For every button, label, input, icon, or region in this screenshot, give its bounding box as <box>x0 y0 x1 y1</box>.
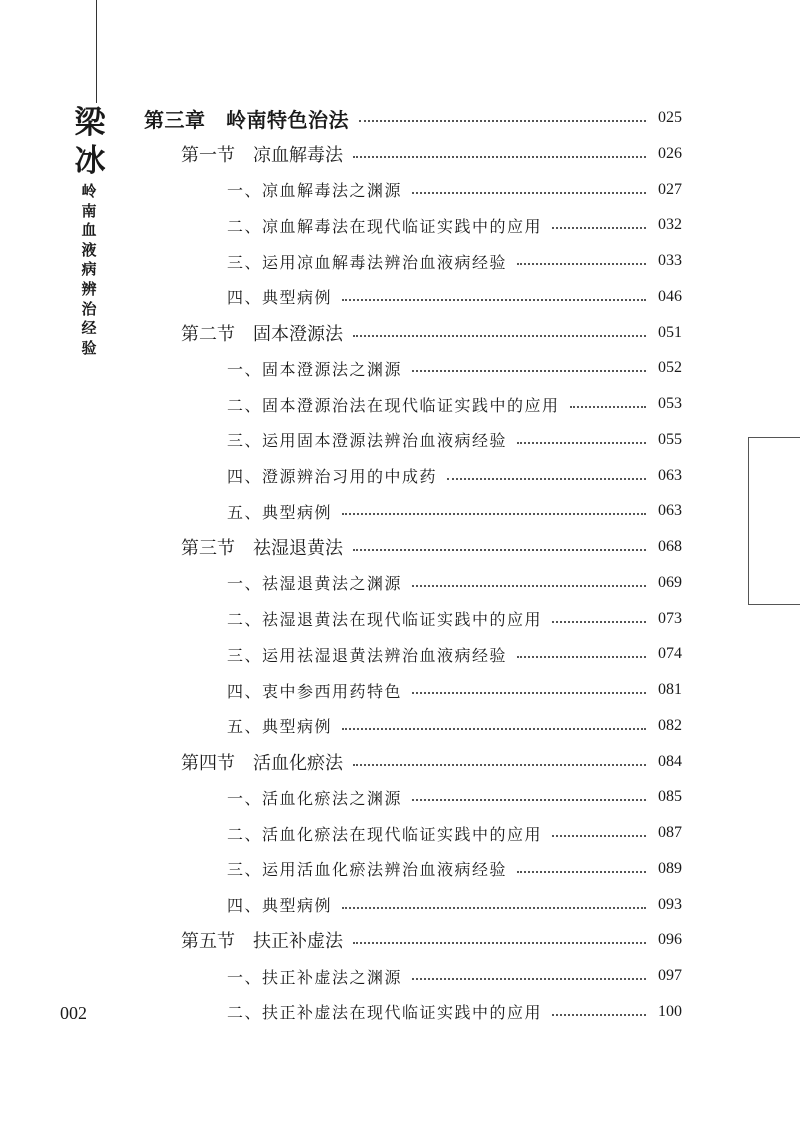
toc-entry-title: 第五节 扶正补虚法 <box>181 931 343 953</box>
toc-entry-page: 032 <box>658 216 682 234</box>
toc-item-row[interactable] <box>227 281 682 313</box>
dot-leader <box>353 764 646 766</box>
toc-item-row[interactable] <box>227 495 682 527</box>
toc-item-row[interactable] <box>227 603 682 635</box>
toc-entry-page: 085 <box>658 788 682 806</box>
toc-entry-title: 四、澄源辨治习用的中成药 <box>227 467 438 486</box>
dot-leader <box>517 656 646 658</box>
dot-leader <box>342 513 646 515</box>
toc-item-row[interactable] <box>227 781 682 813</box>
toc-entry-title: 三、运用凉血解毒法辨治血液病经验 <box>227 252 508 272</box>
toc-entry-page: 074 <box>658 645 682 663</box>
toc-item-row[interactable] <box>227 388 682 420</box>
toc-entry-page: 051 <box>658 323 682 341</box>
toc-entry-title: 三、运用固本澄源法辨治血液病经验 <box>227 431 508 451</box>
toc-entry-title: 第三节 祛湿退黄法 <box>181 538 343 559</box>
toc-item-row[interactable] <box>227 996 682 1028</box>
toc-item-row[interactable] <box>227 710 682 742</box>
page-edge-tab <box>748 437 800 605</box>
toc-entry-page: 027 <box>658 180 682 198</box>
dot-leader <box>517 263 646 265</box>
toc-entry-page: 100 <box>658 1002 682 1020</box>
toc-entry-title: 二、活血化瘀法在现代临证实践中的应用 <box>227 824 543 844</box>
dot-leader <box>552 621 646 623</box>
dot-leader <box>353 156 646 158</box>
toc-entry-title: 三、运用祛湿退黄法辨治血液病经验 <box>227 645 508 665</box>
toc-entry-title: 四、典型病例 <box>227 896 333 915</box>
toc-item-row[interactable] <box>227 889 682 921</box>
toc-item-row[interactable] <box>227 638 682 670</box>
toc-item-row[interactable] <box>227 174 682 206</box>
dot-leader <box>342 728 646 730</box>
toc-item-row[interactable] <box>227 424 682 456</box>
sidebar-author: 梁 冰 <box>74 105 106 179</box>
toc-entry-page: 055 <box>658 430 682 448</box>
dot-leader <box>353 549 646 551</box>
toc-entry-title: 一、活血化瘀法之渊源 <box>227 788 403 808</box>
toc-item-row[interactable] <box>227 674 682 706</box>
dot-leader <box>552 227 646 229</box>
toc-entry-title: 五、典型病例 <box>227 717 333 737</box>
dot-leader <box>412 799 646 801</box>
toc-entry-title: 第三章 岭南特色治法 <box>144 107 349 132</box>
page-number: 002 <box>60 1003 87 1023</box>
toc-entry-page: 033 <box>658 252 682 269</box>
toc-section-row[interactable] <box>181 317 682 349</box>
toc-entry-title: 五、典型病例 <box>227 502 333 522</box>
toc-entry-page: 082 <box>658 716 682 734</box>
toc-entry-page: 046 <box>658 287 682 305</box>
toc-chapter-row[interactable] <box>144 102 682 134</box>
dot-leader <box>412 978 646 980</box>
toc-entry-page: 063 <box>658 466 682 484</box>
dot-leader <box>359 120 646 122</box>
toc-item-row[interactable] <box>227 209 682 241</box>
sidebar-subtitle: 岭 南 血 液 病 辨 治 经 验 <box>81 182 97 357</box>
toc-entry-title: 二、固本澄源治法在现代临证实践中的应用 <box>227 395 560 415</box>
toc-entry-page: 063 <box>658 502 682 520</box>
dot-leader <box>342 907 646 909</box>
toc-item-row[interactable] <box>227 567 682 599</box>
toc-item-row[interactable] <box>227 960 682 992</box>
toc-entry-page: 069 <box>658 573 682 591</box>
dot-leader <box>570 406 646 408</box>
toc-item-row[interactable] <box>227 460 682 492</box>
dot-leader <box>412 192 646 194</box>
toc-entry-title: 三、运用活血化瘀法辨治血液病经验 <box>227 860 508 880</box>
toc-entry-title: 二、扶正补虚法在现代临证实践中的应用 <box>227 1003 543 1023</box>
toc-entry-page: 052 <box>658 359 682 377</box>
toc-entry-title: 一、固本澄源法之渊源 <box>227 359 403 379</box>
toc-item-row[interactable] <box>227 817 682 849</box>
toc-entry-page: 025 <box>658 109 682 126</box>
toc-entry-title: 一、扶正补虚法之渊源 <box>227 967 403 987</box>
dot-leader <box>412 585 646 587</box>
toc-entry-page: 087 <box>658 824 682 841</box>
dot-leader <box>517 442 646 444</box>
toc-section-row[interactable] <box>181 746 682 778</box>
dot-leader <box>552 835 646 837</box>
toc-entry-page: 089 <box>658 859 682 877</box>
toc-entry-page: 097 <box>658 967 682 984</box>
toc-entry-title: 第二节 固本澄源法 <box>181 323 343 345</box>
toc-section-row[interactable] <box>181 531 682 563</box>
dot-leader <box>412 692 646 694</box>
toc-entry-page: 093 <box>658 895 682 913</box>
toc-section-row[interactable] <box>181 924 682 956</box>
toc-entry-title: 四、典型病例 <box>227 288 333 308</box>
toc-entry-title: 二、祛湿退黄法在现代临证实践中的应用 <box>227 610 543 629</box>
toc-entry-title: 第一节 凉血解毒法 <box>181 144 343 166</box>
toc-entry-title: 二、凉血解毒法在现代临证实践中的应用 <box>227 216 543 236</box>
toc-entry-title: 一、凉血解毒法之渊源 <box>227 181 403 200</box>
toc-entry-page: 053 <box>658 395 682 412</box>
toc-item-row[interactable] <box>227 245 682 277</box>
toc-item-row[interactable] <box>227 352 682 384</box>
dot-leader <box>447 478 646 480</box>
dot-leader <box>552 1014 646 1016</box>
toc-entry-title: 一、祛湿退黄法之渊源 <box>227 574 403 594</box>
dot-leader <box>353 942 646 944</box>
dot-leader <box>342 299 646 301</box>
toc-section-row[interactable] <box>181 138 682 170</box>
toc-entry-title: 四、衷中参西用药特色 <box>227 681 403 701</box>
toc-entry-page: 081 <box>658 681 682 698</box>
dot-leader <box>412 370 646 372</box>
dot-leader <box>517 871 646 873</box>
toc-entry-page: 068 <box>658 538 682 555</box>
toc-entry-page: 096 <box>658 931 682 949</box>
toc-entry-page: 073 <box>658 609 682 627</box>
toc-entry-title: 第四节 活血化瘀法 <box>181 752 343 774</box>
toc-item-row[interactable] <box>227 853 682 885</box>
dot-leader <box>353 335 646 337</box>
top-vertical-rule <box>96 0 97 103</box>
toc-entry-page: 084 <box>658 752 682 770</box>
toc-entry-page: 026 <box>658 144 682 162</box>
